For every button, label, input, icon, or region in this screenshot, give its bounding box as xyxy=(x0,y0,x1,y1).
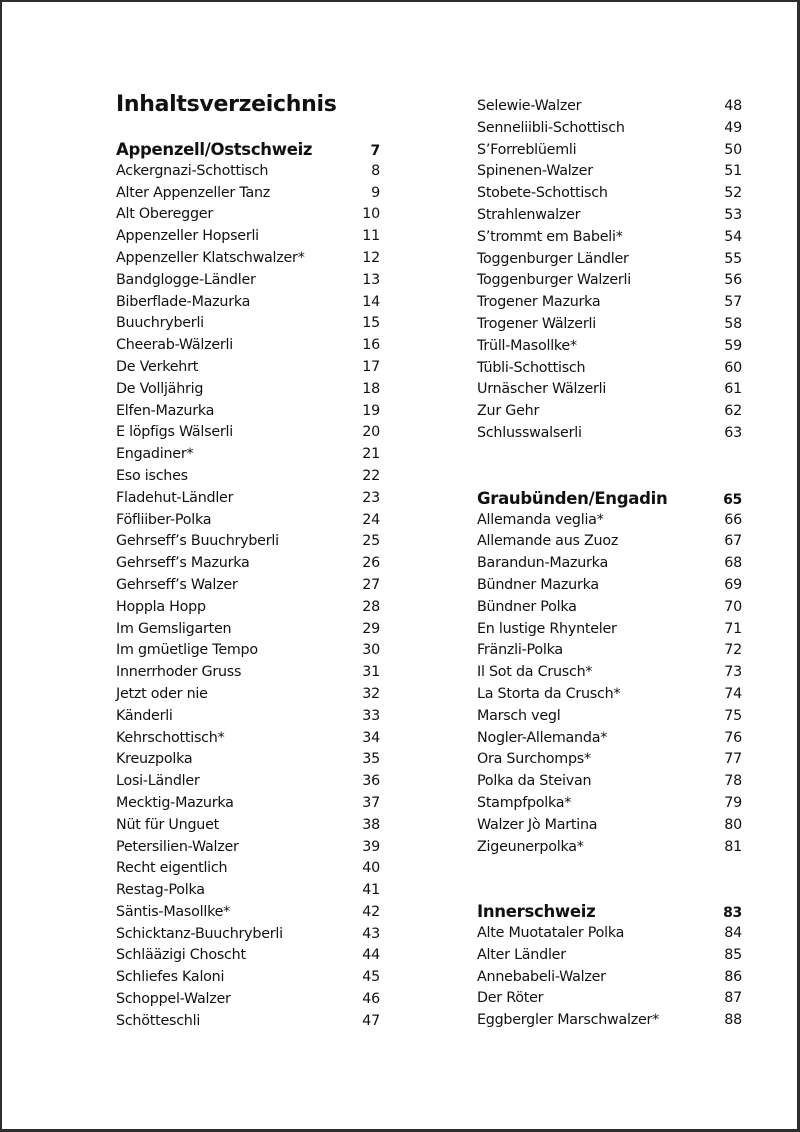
toc-entry[interactable] xyxy=(116,684,380,706)
entry-page-number: 41 xyxy=(362,882,380,899)
entry-page-number: 21 xyxy=(362,446,380,463)
entry-title: En lustige Rhynteler xyxy=(477,620,617,637)
toc-entry[interactable] xyxy=(116,967,380,989)
entry-page-number: 51 xyxy=(724,163,742,180)
toc-entry[interactable] xyxy=(116,183,380,205)
entry-page-number: 85 xyxy=(724,946,742,963)
toc-entry[interactable] xyxy=(116,619,380,641)
entry-page-number: 40 xyxy=(362,860,380,877)
entry-title: Spinenen-Walzer xyxy=(477,163,593,180)
entry-title: Allemande aus Zuoz xyxy=(477,533,619,550)
section-heading-page: 83 xyxy=(723,905,742,922)
entry-page-number: 19 xyxy=(362,402,380,419)
toc-entry[interactable] xyxy=(116,880,380,902)
entry-page-number: 63 xyxy=(724,424,742,441)
entry-page-number: 17 xyxy=(362,358,380,375)
entry-page-number: 26 xyxy=(362,555,380,572)
entry-page-number: 75 xyxy=(724,707,742,724)
section-heading-page: 7 xyxy=(370,143,380,159)
entry-title: Losi-Ländler xyxy=(116,773,200,790)
section-heading[interactable] xyxy=(477,901,742,923)
entry-title: Fränzli-Polka xyxy=(477,642,563,659)
toc-entry[interactable] xyxy=(116,379,380,401)
entry-title: Restag-Polka xyxy=(116,882,205,899)
toc-entry[interactable] xyxy=(477,96,742,118)
entry-title: Alter Appenzeller Tanz xyxy=(116,184,271,201)
toc-entry[interactable] xyxy=(477,205,742,227)
entry-page-number: 30 xyxy=(362,642,380,659)
toc-entry[interactable] xyxy=(116,488,380,510)
entry-title: Känderli xyxy=(116,707,173,724)
entry-page-number: 24 xyxy=(362,511,380,528)
entry-page-number: 57 xyxy=(724,294,742,311)
section-heading[interactable] xyxy=(477,488,742,510)
toc-entry[interactable] xyxy=(116,793,380,815)
entry-title: Recht eigentlich xyxy=(116,860,228,877)
entry-title: Allemanda veglia* xyxy=(477,511,604,528)
toc-entry[interactable] xyxy=(477,728,742,750)
toc-entry[interactable] xyxy=(477,771,742,793)
entry-page-number: 39 xyxy=(362,838,380,855)
entry-title: Schliefes Kaloni xyxy=(116,969,225,986)
toc-entry[interactable] xyxy=(477,575,742,597)
entry-page-number: 52 xyxy=(724,185,742,202)
toc-entry[interactable] xyxy=(116,662,380,684)
entry-title: Alte Muotataler Polka xyxy=(477,925,625,942)
entry-page-number: 70 xyxy=(724,598,742,615)
toc-entry[interactable] xyxy=(116,161,380,183)
toc-entry[interactable] xyxy=(116,292,380,314)
entry-title: Gehrseff’s Walzer xyxy=(116,576,238,593)
toc-entry[interactable] xyxy=(116,815,380,837)
entry-title: Kehrschottisch* xyxy=(116,729,225,746)
entry-title: Zigeunerpolka* xyxy=(477,838,584,855)
toc-entry[interactable] xyxy=(477,815,742,837)
toc-entry[interactable] xyxy=(477,249,742,271)
entry-page-number: 88 xyxy=(724,1012,742,1029)
entry-title: Ora Surchomps* xyxy=(477,751,591,768)
entry-title: De Volljährig xyxy=(116,380,204,397)
entry-page-number: 54 xyxy=(724,228,742,245)
entry-title: E löpfigs Wälserli xyxy=(116,424,233,441)
entry-page-number: 61 xyxy=(724,381,742,398)
entry-title: Trüll-Masollke* xyxy=(477,337,577,354)
entry-title: Schoppel-Walzer xyxy=(116,991,231,1008)
entry-page-number: 79 xyxy=(724,794,742,811)
entry-page-number: 42 xyxy=(362,903,380,920)
section-heading-page: 65 xyxy=(723,491,742,508)
entry-page-number: 81 xyxy=(724,838,742,855)
entry-page-number: 59 xyxy=(724,337,742,354)
entry-title: Föfliiber-Polka xyxy=(116,511,212,528)
entry-page-number: 76 xyxy=(724,729,742,746)
toc-entry[interactable] xyxy=(477,988,742,1010)
entry-title: Strahlenwalzer xyxy=(477,206,581,223)
toc-entry[interactable] xyxy=(116,989,380,1011)
entry-title: Walzer Jò Martina xyxy=(477,816,598,833)
entry-title: Eggbergler Marschwalzer* xyxy=(477,1012,660,1029)
entry-title: Selewie-Walzer xyxy=(477,98,582,114)
entry-title: Ackergnazi-Schottisch xyxy=(116,162,269,179)
entry-title: Mecktig-Mazurka xyxy=(116,794,234,811)
toc-entry[interactable] xyxy=(116,313,380,335)
toc-entry[interactable] xyxy=(477,531,742,553)
entry-title: Jetzt oder nie xyxy=(116,685,208,702)
section-heading[interactable] xyxy=(116,139,380,161)
entry-page-number: 55 xyxy=(724,250,742,267)
toc-entry[interactable] xyxy=(477,423,742,445)
entry-page-number: 15 xyxy=(362,315,380,332)
entry-title: Nogler-Allemanda* xyxy=(477,729,608,746)
entry-title: Biberflade-Mazurka xyxy=(116,293,251,310)
toc-entry[interactable] xyxy=(116,357,380,379)
entry-page-number: 56 xyxy=(724,272,742,289)
toc-entry[interactable] xyxy=(477,662,742,684)
toc-entry[interactable] xyxy=(116,858,380,880)
entry-page-number: 74 xyxy=(724,685,742,702)
entry-title: Appenzeller Hopserli xyxy=(116,228,259,245)
entry-title: Schlusswalserli xyxy=(477,424,582,441)
toc-entry[interactable] xyxy=(477,553,742,575)
toc-column-right xyxy=(477,96,742,1032)
toc-entry[interactable] xyxy=(116,945,380,967)
toc-entry[interactable] xyxy=(116,771,380,793)
entry-title: Toggenburger Ländler xyxy=(477,250,629,267)
toc-entry[interactable] xyxy=(477,510,742,532)
entry-title: Schlääzigi Choscht xyxy=(116,947,246,964)
entry-title: Der Röter xyxy=(477,990,544,1007)
toc-entry[interactable] xyxy=(116,924,380,946)
entry-title: Il Sot da Crusch* xyxy=(477,664,593,681)
toc-entry[interactable] xyxy=(116,422,380,444)
entry-page-number: 27 xyxy=(362,576,380,593)
toc-entry[interactable] xyxy=(477,140,742,162)
toc-entry[interactable] xyxy=(477,183,742,205)
toc-entry[interactable] xyxy=(116,444,380,466)
entry-title: Innerrhoder Gruss xyxy=(116,664,242,681)
entry-page-number: 29 xyxy=(362,620,380,637)
toc-entry[interactable] xyxy=(477,118,742,140)
entry-page-number: 32 xyxy=(362,685,380,702)
entry-page-number: 44 xyxy=(362,947,380,964)
entry-page-number: 23 xyxy=(362,489,380,506)
toc-entry[interactable] xyxy=(477,793,742,815)
entry-page-number: 67 xyxy=(724,533,742,550)
entry-page-number: 28 xyxy=(362,598,380,615)
toc-entry[interactable] xyxy=(116,204,380,226)
toc-entry[interactable] xyxy=(477,379,742,401)
toc-entry[interactable] xyxy=(116,553,380,575)
entry-page-number: 71 xyxy=(724,620,742,637)
toc-entry[interactable] xyxy=(116,1011,380,1033)
toc-entry[interactable] xyxy=(116,248,380,270)
entry-title: Hoppla Hopp xyxy=(116,598,206,615)
toc-entry[interactable] xyxy=(477,1010,742,1032)
entry-page-number: 34 xyxy=(362,729,380,746)
toc-entry[interactable] xyxy=(116,466,380,488)
entry-page-number: 16 xyxy=(362,337,380,354)
entry-page-number: 22 xyxy=(362,467,380,484)
entry-page-number: 80 xyxy=(724,816,742,833)
entry-title: Säntis-Masollke* xyxy=(116,903,231,920)
entry-title: Tübli-Schottisch xyxy=(477,359,586,376)
toc-entry[interactable] xyxy=(116,531,380,553)
entry-title: Kreuzpolka xyxy=(116,751,193,768)
entry-page-number: 49 xyxy=(724,119,742,136)
toc-entry[interactable] xyxy=(477,945,742,967)
entry-page-number: 43 xyxy=(362,925,380,942)
entry-title: Gehrseff’s Mazurka xyxy=(116,555,250,572)
toc-entry[interactable] xyxy=(477,401,742,423)
page-title: Inhaltsverzeichnis xyxy=(116,92,337,117)
entry-page-number: 58 xyxy=(724,315,742,332)
entry-title: Im Gemsligarten xyxy=(116,620,232,637)
entry-page-number: 84 xyxy=(724,925,742,942)
toc-entry[interactable] xyxy=(477,358,742,380)
entry-page-number: 62 xyxy=(724,403,742,420)
entry-page-number: 86 xyxy=(724,968,742,985)
entry-page-number: 53 xyxy=(724,206,742,223)
entry-title: Polka da Steivan xyxy=(477,773,592,790)
toc-entry[interactable] xyxy=(116,575,380,597)
entry-page-number: 73 xyxy=(724,664,742,681)
entry-page-number: 10 xyxy=(362,206,380,223)
entry-title: Stobete-Schottisch xyxy=(477,185,608,202)
entry-title: Engadiner* xyxy=(116,446,194,463)
entry-title: Trogener Wälzerli xyxy=(477,315,596,332)
toc-entry[interactable] xyxy=(116,640,380,662)
entry-title: Zur Gehr xyxy=(477,403,540,420)
entry-title: S’Forreblüemli xyxy=(477,141,577,158)
entry-page-number: 87 xyxy=(724,990,742,1007)
entry-page-number: 13 xyxy=(362,271,380,288)
toc-entry[interactable] xyxy=(477,684,742,706)
toc-entry[interactable] xyxy=(116,401,380,423)
entry-title: Alter Ländler xyxy=(477,946,566,963)
entry-page-number: 45 xyxy=(362,969,380,986)
toc-entry[interactable] xyxy=(477,227,742,249)
section-heading-title: Graubünden/Engadin xyxy=(477,488,668,508)
entry-title: Bündner Polka xyxy=(477,598,577,615)
toc-entry[interactable] xyxy=(116,510,380,532)
toc-entry[interactable] xyxy=(477,336,742,358)
entry-title: Urnäscher Wälzerli xyxy=(477,381,607,398)
entry-title: S’trommt em Babeli* xyxy=(477,228,623,245)
entry-page-number: 48 xyxy=(724,98,742,114)
entry-title: De Verkehrt xyxy=(116,358,199,375)
toc-entry[interactable] xyxy=(116,270,380,292)
entry-title: Senneliibli-Schottisch xyxy=(477,119,625,136)
entry-title: Trogener Mazurka xyxy=(477,294,601,311)
toc-entry[interactable] xyxy=(477,161,742,183)
entry-page-number: 60 xyxy=(724,359,742,376)
entry-title: Bandglogge-Ländler xyxy=(116,271,256,288)
toc-entry[interactable] xyxy=(477,967,742,989)
entry-title: Stampfpolka* xyxy=(477,794,572,811)
entry-page-number: 47 xyxy=(362,1012,380,1029)
toc-entry[interactable] xyxy=(477,706,742,728)
entry-page-number: 14 xyxy=(362,293,380,310)
entry-title: Schötteschli xyxy=(116,1012,201,1029)
entry-page-number: 18 xyxy=(362,380,380,397)
entry-title: Buuchryberli xyxy=(116,315,204,332)
entry-page-number: 8 xyxy=(371,162,380,179)
entry-page-number: 77 xyxy=(724,751,742,768)
section-heading-title: Innerschweiz xyxy=(477,902,596,922)
entry-title: La Storta da Crusch* xyxy=(477,685,621,702)
entry-title: Im gmüetlige Tempo xyxy=(116,642,258,659)
entry-page-number: 50 xyxy=(724,141,742,158)
entry-title: Nüt für Unguet xyxy=(116,816,219,833)
entry-title: Eso isches xyxy=(116,467,188,484)
entry-page-number: 35 xyxy=(362,751,380,768)
entry-title: Toggenburger Walzerli xyxy=(477,272,631,289)
entry-page-number: 11 xyxy=(362,228,380,245)
entry-page-number: 68 xyxy=(724,555,742,572)
entry-page-number: 69 xyxy=(724,576,742,593)
entry-page-number: 72 xyxy=(724,642,742,659)
entry-page-number: 38 xyxy=(362,816,380,833)
entry-title: Bündner Mazurka xyxy=(477,576,599,593)
entry-title: Gehrseff’s Buuchryberli xyxy=(116,533,279,550)
entry-title: Marsch vegl xyxy=(477,707,561,724)
toc-entry[interactable] xyxy=(116,837,380,859)
toc-entry[interactable] xyxy=(477,640,742,662)
entry-page-number: 37 xyxy=(362,794,380,811)
entry-page-number: 46 xyxy=(362,991,380,1008)
toc-entry[interactable] xyxy=(116,749,380,771)
toc-entry[interactable] xyxy=(477,314,742,336)
toc-column-left xyxy=(116,139,380,1033)
entry-title: Fladehut-Ländler xyxy=(116,489,234,506)
toc-entry[interactable] xyxy=(116,226,380,248)
entry-page-number: 12 xyxy=(362,249,380,266)
entry-title: Elfen-Mazurka xyxy=(116,402,215,419)
toc-entry[interactable] xyxy=(477,597,742,619)
section-spacer xyxy=(477,858,742,901)
entry-page-number: 25 xyxy=(362,533,380,550)
toc-entry[interactable] xyxy=(116,335,380,357)
entry-page-number: 66 xyxy=(724,511,742,528)
toc-entry[interactable] xyxy=(116,706,380,728)
toc-entry[interactable] xyxy=(477,619,742,641)
entry-title: Petersilien-Walzer xyxy=(116,838,239,855)
entry-title: Cheerab-Wälzerli xyxy=(116,337,234,354)
entry-page-number: 9 xyxy=(371,184,380,201)
section-spacer xyxy=(477,445,742,488)
entry-title: Annebabeli-Walzer xyxy=(477,968,606,985)
section-heading-title: Appenzell/Ostschweiz xyxy=(116,140,313,159)
entry-title: Barandun-Mazurka xyxy=(477,555,608,572)
toc-entry[interactable] xyxy=(477,292,742,314)
entry-page-number: 33 xyxy=(362,707,380,724)
entry-title: Alt Oberegger xyxy=(116,206,213,223)
toc-entry[interactable] xyxy=(116,728,380,750)
toc-entry[interactable] xyxy=(116,902,380,924)
entry-title: Schicktanz-Buuchryberli xyxy=(116,925,283,942)
toc-entry[interactable] xyxy=(116,597,380,619)
toc-entry[interactable] xyxy=(477,923,742,945)
entry-page-number: 20 xyxy=(362,424,380,441)
toc-entry[interactable] xyxy=(477,837,742,859)
toc-entry[interactable] xyxy=(477,749,742,771)
toc-entry[interactable] xyxy=(477,270,742,292)
entry-page-number: 78 xyxy=(724,773,742,790)
entry-page-number: 36 xyxy=(362,773,380,790)
entry-page-number: 31 xyxy=(362,664,380,681)
entry-title: Appenzeller Klatschwalzer* xyxy=(116,249,305,266)
